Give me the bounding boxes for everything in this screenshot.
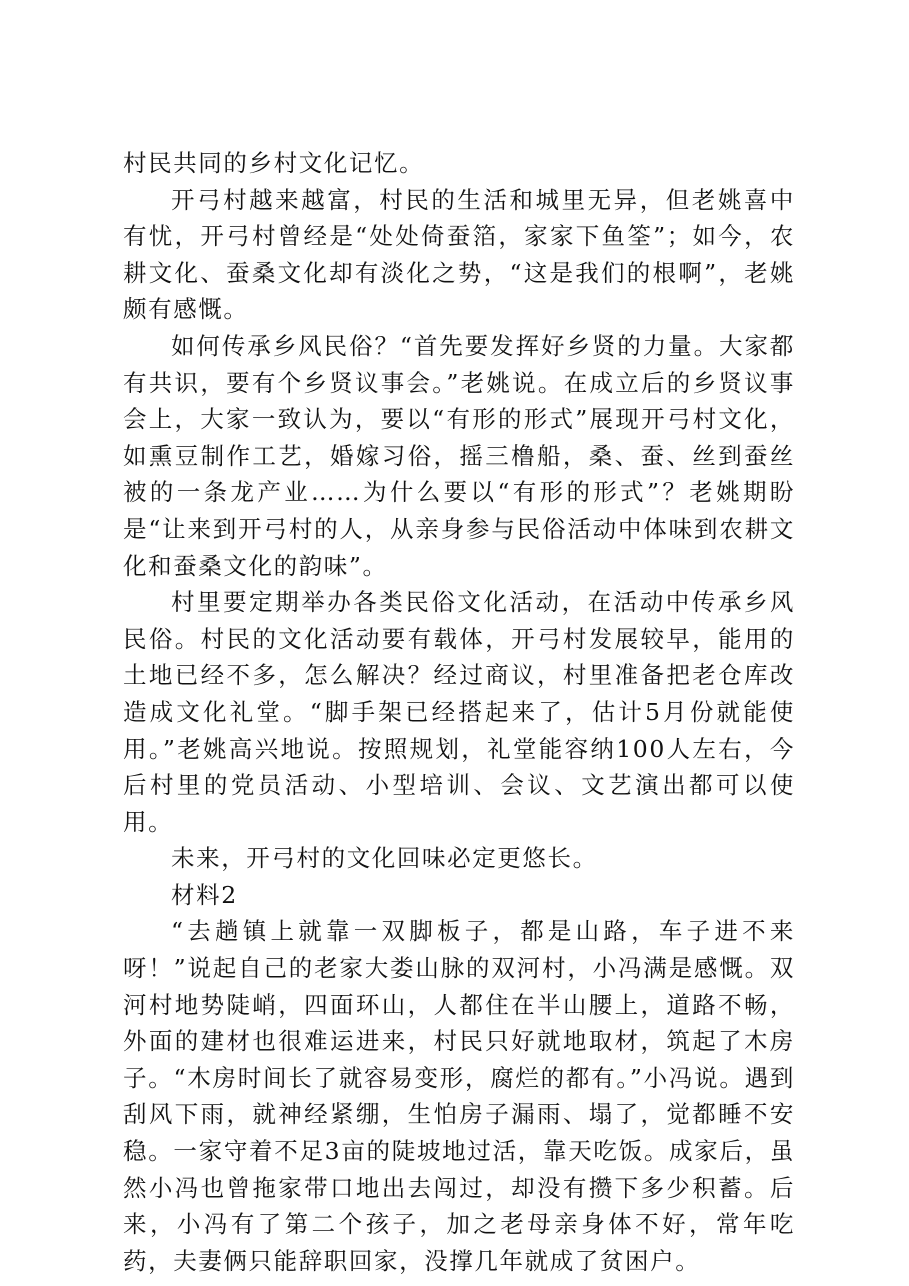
paragraph-2: 开弓村越来越富，村民的生活和城里无异，但老姚喜中有忧，开弓村曾经是“处处倚蚕箔，家家下鱼筌”；如今，农耕文化、蚕桑文化却有淡化之势，“这是我们的根啊”，老姚颇有感慨。 <box>123 185 795 324</box>
document-page <box>123 145 795 1279</box>
section-heading-material-2: 材料2 <box>171 880 238 909</box>
paragraph-5: 未来，开弓村的文化回味必定更悠长。 <box>171 844 598 873</box>
paragraph-3: 如何传承乡风民俗？“首先要发挥好乡贤的力量。大家都有共识，要有个乡贤议事会。”老姚说。在成立后的乡贤议事会上，大家一致认为，要以“有形的形式”展现开弓村文化，如熏豆制作工艺，婚嫁习俗，摇三橹船，桑、蚕、丝到蚕丝被的一条龙产业……为什么要以“有形的形式”？老姚期盼是“让来到开弓村的人，从亲身参与民俗活动中体味到农耕文化和蚕桑文化的韵味”。 <box>123 331 795 580</box>
paragraph-1: 村民共同的乡村文化记忆。 <box>123 149 425 177</box>
paragraph-4: 村里要定期举办各类民俗文化活动，在活动中传承乡风民俗。村民的文化活动要有载体，开弓村发展较早，能用的土地已经不多，怎么解决？经过商议，村里准备把老仓库改造成文化礼堂。“脚手架已经搭起来了，估计5月份就能使用。”老姚高兴地说。按照规划，礼堂能容纳100人左右，今后村里的党员活动、小型培训、会议、文艺演出都可以使用。 <box>123 588 795 836</box>
paragraph-7: “去趟镇上就靠一双脚板子，都是山路，车子进不来呀！”说起自己的老家大娄山脉的双河村，小冯满是感慨。双河村地势陡峭，四面环山，人都住在半山腰上，道路不畅，外面的建材也很难运进来，村民只好就地取材，筑起了木房子。“木房时间长了就容易变形，腐烂的都有。”小冯说。遇到刮风下雨，就神经紧绷，生怕房子漏雨、塌了，觉都睡不安稳。一家守着不足3亩的陡坡地过活，靠天吃饭。成家后，虽然小冯也曾拖家带口地出去闯过，却没有攒下多少积蓄。后来，小冯有了第二个孩子，加之老母亲身体不好，常年吃药，夫妻俩只能辞职回家，没撑几年就成了贫困户。 <box>123 917 795 1275</box>
